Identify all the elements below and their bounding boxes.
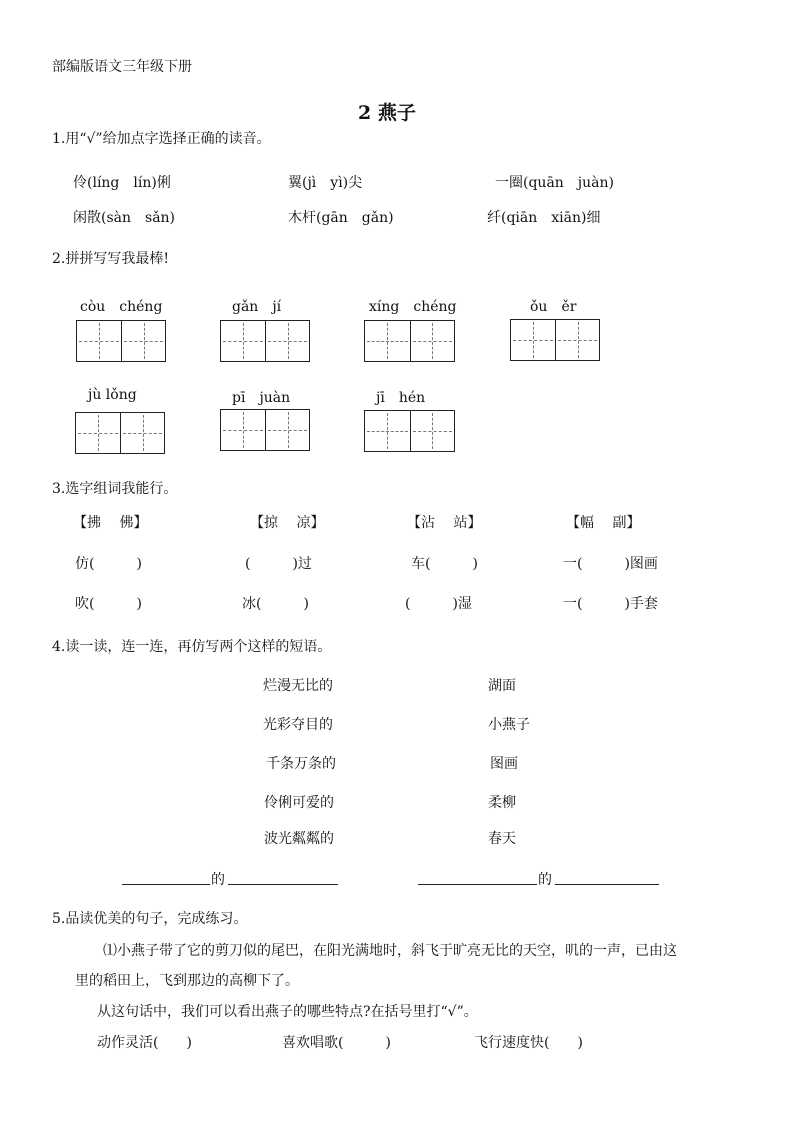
- fill-word[interactable]: 仿( ): [75, 556, 142, 572]
- writing-grid[interactable]: [220, 320, 310, 362]
- pinyin-label: ǒu ěr: [530, 299, 577, 315]
- de-label: 的: [211, 872, 225, 888]
- char-group: 【拂 佛】: [73, 515, 148, 531]
- match-left-item[interactable]: 伶俐可爱的: [264, 795, 334, 811]
- q1-item-6: 纤(qiān xiān)细: [487, 210, 601, 226]
- q4-title: 4.读一读，连一连，再仿写两个这样的短语。: [52, 639, 332, 655]
- option-item[interactable]: 飞行速度快( ): [474, 1035, 583, 1051]
- match-right-item[interactable]: 图画: [490, 756, 518, 772]
- q1-item-4: 闲散(sàn sǎn): [73, 210, 176, 226]
- fill-word[interactable]: 一( )图画: [563, 556, 658, 572]
- pinyin-label: jù lǒng: [88, 387, 137, 403]
- match-right-item[interactable]: 春天: [488, 831, 516, 847]
- match-left-item[interactable]: 千条万条的: [266, 756, 336, 772]
- char-group: 【沾 站】: [407, 515, 482, 531]
- q1-title: 1.用“√”给加点字选择正确的读音。: [52, 131, 271, 147]
- q3-title: 3.选字组词我能行。: [52, 481, 178, 497]
- fill-word[interactable]: 车( ): [411, 556, 478, 572]
- answer-blank[interactable]: [228, 884, 338, 885]
- writing-grid[interactable]: [364, 410, 455, 452]
- writing-grid[interactable]: [75, 412, 165, 454]
- answer-blank[interactable]: [555, 884, 659, 885]
- pinyin-label: còu chéng: [80, 299, 163, 315]
- passage-line-1: ⑴小燕子带了它的剪刀似的尾巴，在阳光满地时，斜飞于旷亮无比的天空，叽的一声，已由这: [103, 943, 677, 959]
- fill-word[interactable]: 冰( ): [242, 596, 309, 612]
- fill-word[interactable]: 吹( ): [75, 596, 142, 612]
- fill-word[interactable]: ( )湿: [405, 596, 472, 612]
- q1-item-5: 木杆(gān gǎn): [288, 210, 394, 226]
- q1-item-2: 翼(jì yì)尖: [288, 175, 363, 191]
- option-item[interactable]: 动作灵活( ): [97, 1035, 192, 1051]
- q1-item-1: 伶(líng lín)俐: [73, 175, 171, 191]
- q5-question: 从这句话中，我们可以看出燕子的哪些特点?在括号里打“√”。: [97, 1004, 478, 1020]
- fill-word[interactable]: 一( )手套: [563, 596, 658, 612]
- writing-grid[interactable]: [510, 319, 600, 361]
- de-label: 的: [538, 872, 552, 888]
- match-right-item[interactable]: 湖面: [488, 678, 516, 694]
- match-right-item[interactable]: 柔柳: [488, 795, 516, 811]
- option-item[interactable]: 喜欢唱歌( ): [282, 1035, 391, 1051]
- writing-grid[interactable]: [364, 320, 455, 362]
- book-header: 部编版语文三年级下册: [52, 59, 192, 75]
- answer-blank[interactable]: [122, 884, 210, 885]
- match-right-item[interactable]: 小燕子: [488, 717, 530, 733]
- match-left-item[interactable]: 波光粼粼的: [264, 831, 334, 847]
- fill-word[interactable]: ( )过: [245, 556, 312, 572]
- pinyin-label: xíng chéng: [369, 299, 457, 315]
- q1-item-3: 一圈(quān juàn): [495, 175, 614, 191]
- match-left-item[interactable]: 光彩夺目的: [263, 717, 333, 733]
- q2-title: 2.拼拼写写我最棒!: [52, 251, 169, 267]
- q5-title: 5.品读优美的句子，完成练习。: [52, 911, 248, 927]
- writing-grid[interactable]: [76, 320, 166, 362]
- pinyin-label: jī hén: [376, 390, 426, 406]
- char-group: 【掠 凉】: [250, 515, 325, 531]
- pinyin-label: gǎn jí: [232, 299, 282, 315]
- lesson-title: 2 燕子: [358, 102, 416, 124]
- char-group: 【幅 副】: [566, 515, 641, 531]
- passage-line-2: 里的稻田上，飞到那边的高柳下了。: [75, 973, 299, 989]
- writing-grid[interactable]: [220, 409, 310, 451]
- match-left-item[interactable]: 烂漫无比的: [263, 678, 333, 694]
- answer-blank[interactable]: [418, 884, 537, 885]
- pinyin-label: pī juàn: [232, 390, 291, 406]
